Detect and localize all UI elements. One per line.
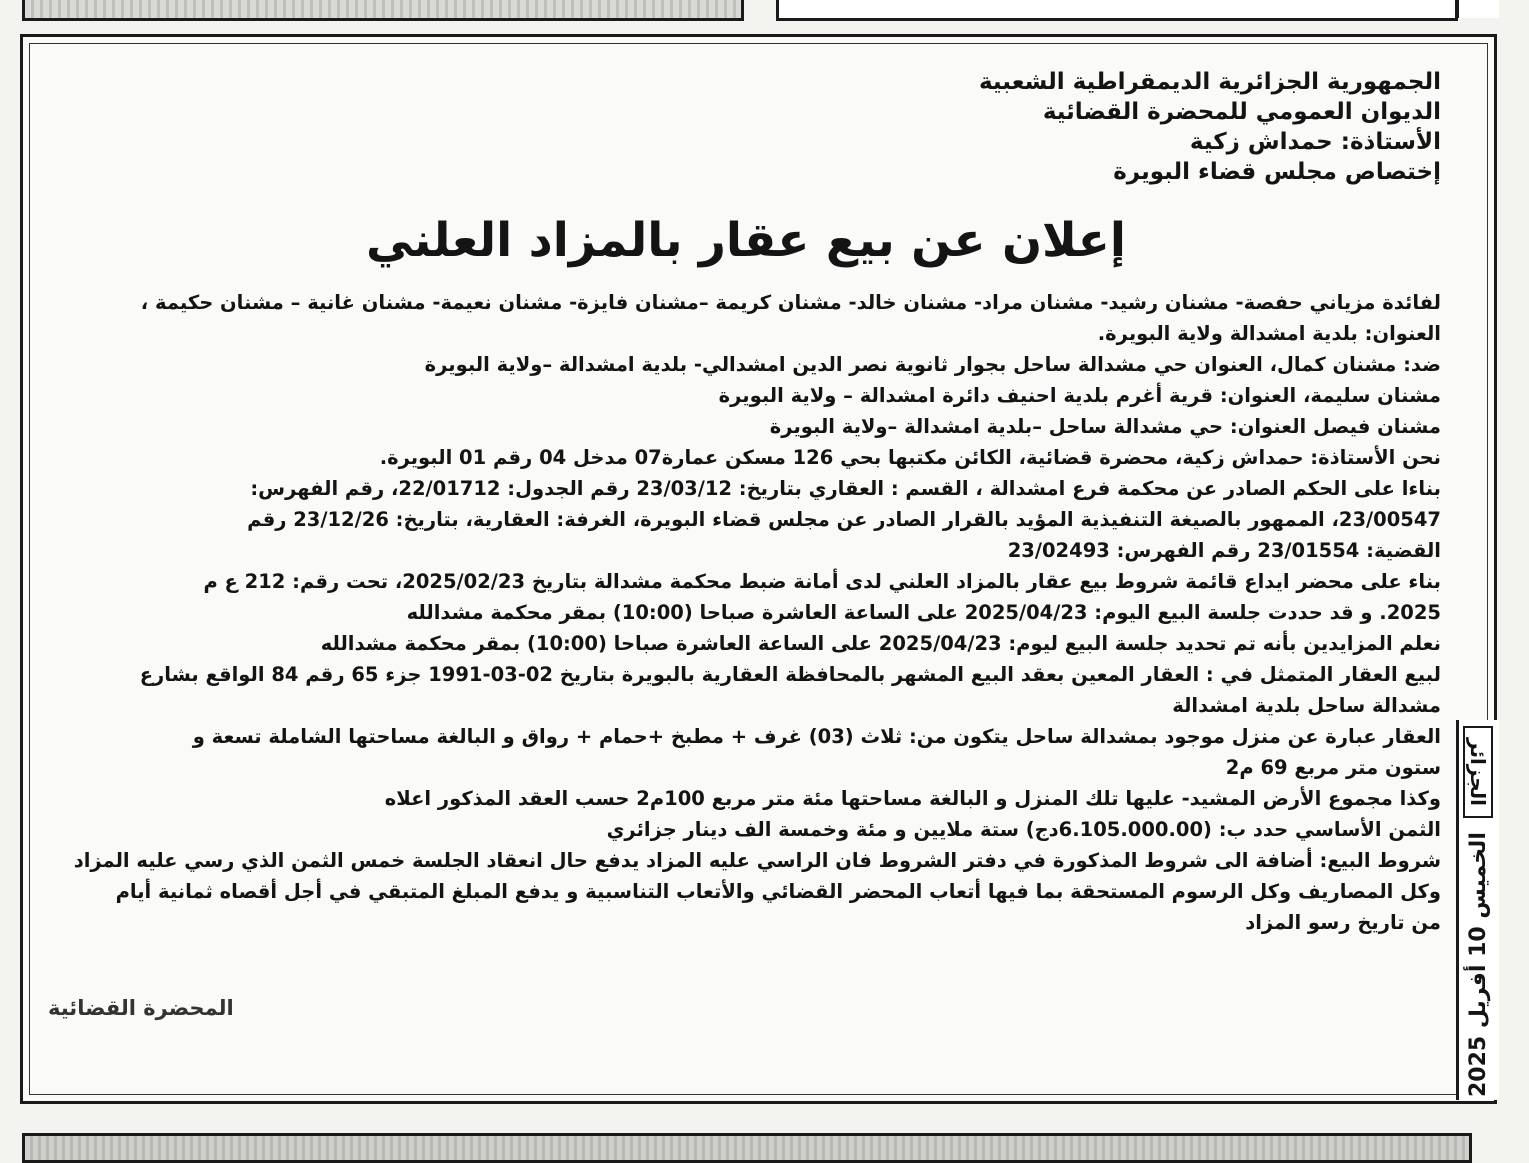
header-republic: الجمهورية الجزائرية الديمقراطية الشعبية — [978, 69, 1441, 95]
issue-date: الخميس 10 أفريل 2025 — [1466, 832, 1491, 1098]
body-line-defendant-1: ضد: مشنان كمال، العنوان حي مشدالة ساحل بجوار ثانوية نصر الدين امشدالي- بلدية امشدالة –ولاية البويرة — [424, 353, 1441, 376]
newspaper-logo — [1463, 726, 1493, 818]
body-line-property-area: ستون متر مربع 69 م2 — [1225, 756, 1441, 779]
body-line-base-price: الثمن الأساسي حدد ب: (6.105.000.00دج) ستة ملايين و مئة وخمسة الف دينار جزائري — [606, 818, 1441, 841]
body-line-case-number: القضية: 23/01554 رقم الفهرس: 23/02493 — [1007, 539, 1441, 562]
body-line-sale-terms-3: من تاريخ رسو المزاد — [1245, 911, 1441, 934]
body-line-beneficiaries: لفائدة مزياني حفصة- مشنان رشيد- مشنان مراد- مشنان خالد- مشنان كريمة –مشنان فايزة- مشنان نعيمة- مشنان غانية – مشنان حكيمة ، — [140, 291, 1441, 314]
bailiff-signature: المحضرة القضائية — [48, 996, 234, 1020]
newspaper-side-tab — [1456, 720, 1499, 1100]
newspaper-logo-text: الجزائر — [1466, 737, 1490, 807]
body-line-sale-terms: شروط البيع: أضافة الى شروط المذكورة في دفتر الشروط فان الراسي عليه المزاد يدفع حال انعقاد الجلسة خمس الثمن الذي رسي عليه المزاد — [73, 849, 1441, 872]
header-jurisdiction: إختصاص مجلس قضاء البويرة — [1113, 159, 1441, 185]
body-line-defendant-3: مشنان فيصل العنوان: حي مشدالة ساحل –بلدية امشدالة –ولاية البويرة — [769, 415, 1441, 438]
notice-title: إعلان عن بيع عقار بالمزاد العلني — [366, 213, 1126, 268]
header-bailiff: الأستاذة: حمداش زكية — [1189, 129, 1441, 155]
body-line-decision: 23/00547، الممهور بالصيغة التنفيذية المؤيد بالقرار الصادر عن مجلس قضاء البويرة، الغرفة: العقارية، بتاريخ: 23/12/26 رقم — [247, 508, 1441, 531]
body-line-defendant-2: مشنان سليمة، العنوان: قرية أغرم بلدية احنيف دائرة امشدالة – ولاية البويرة — [718, 384, 1441, 407]
body-line-property-location: مشدالة ساحل بلدية امشدالة — [1172, 694, 1441, 717]
body-line-bailiff: نحن الأستاذة: حمداش زكية، محضرة قضائية، الكائن مكتبها بحي 126 مسكن عمارة07 مدخل 04 رقم 01 البويرة. — [379, 446, 1441, 469]
body-line-property-description: العقار عبارة عن منزل موجود بمشدالة ساحل يتكون من: ثلاث (03) غرف + مطبخ +حمام + رواق و البالغة مساحتها الشاملة تسعة و — [192, 725, 1441, 748]
top-right-article-edge — [776, 0, 1458, 21]
body-line-sale-terms-2: وكل المصاريف وكل الرسوم المستحقة بما فيها أتعاب المحضر القضائي والأتعاب التناسبية و يدفع المبلغ المتبقي في أجل أقصاه ثمانية أيام — [115, 880, 1441, 903]
top-side-edge — [1456, 0, 1499, 18]
body-line-beneficiaries-address: العنوان: بلدية امشدالة ولاية البويرة. — [1097, 322, 1441, 345]
body-line-land-area: وكذا مجموع الأرض المشيد- عليها تلك المنزل و البالغة مساحتها مئة متر مربع 100م2 حسب العقد المذكور اعلاه — [384, 787, 1441, 810]
auction-notice — [20, 34, 1497, 1104]
header-office: الديوان العمومي للمحضرة القضائية — [1042, 99, 1441, 125]
bottom-article-edge — [22, 1133, 1472, 1163]
top-left-article-edge — [22, 0, 744, 21]
body-line-deposit: بناء على محضر ايداع قائمة شروط بيع عقار بالمزاد العلني لدى أمانة ضبط محكمة مشدالة بتاريخ 2025/02/23، تحت رقم: 212 ع م — [203, 570, 1441, 593]
body-line-session-date: 2025. و قد حددت جلسة البيع اليوم: 2025/04/23 على الساعة العاشرة صباحا (10:00) بمقر محكمة مشدالله — [406, 601, 1441, 624]
body-line-bidders-notice: نعلم المزايدين بأنه تم تحديد جلسة البيع ليوم: 2025/04/23 على الساعة العاشرة صباحا (10:00) بمقر محكمة مشدالله — [320, 632, 1441, 655]
body-line-judgment: بناءا على الحكم الصادر عن محكمة فرع امشدالة ، القسم : العقاري بتاريخ: 23/03/12 رقم الجدول: 22/01712، رقم الفهرس: — [250, 477, 1441, 500]
body-line-property: لبيع العقار المتمثل في : العقار المعين بعقد البيع المشهر بالمحافظة العقارية بالبويرة بتاريخ 02-03-1991 جزء 65 رقم 84 الواقع بشارع — [139, 663, 1441, 686]
notice-content — [51, 67, 1441, 938]
